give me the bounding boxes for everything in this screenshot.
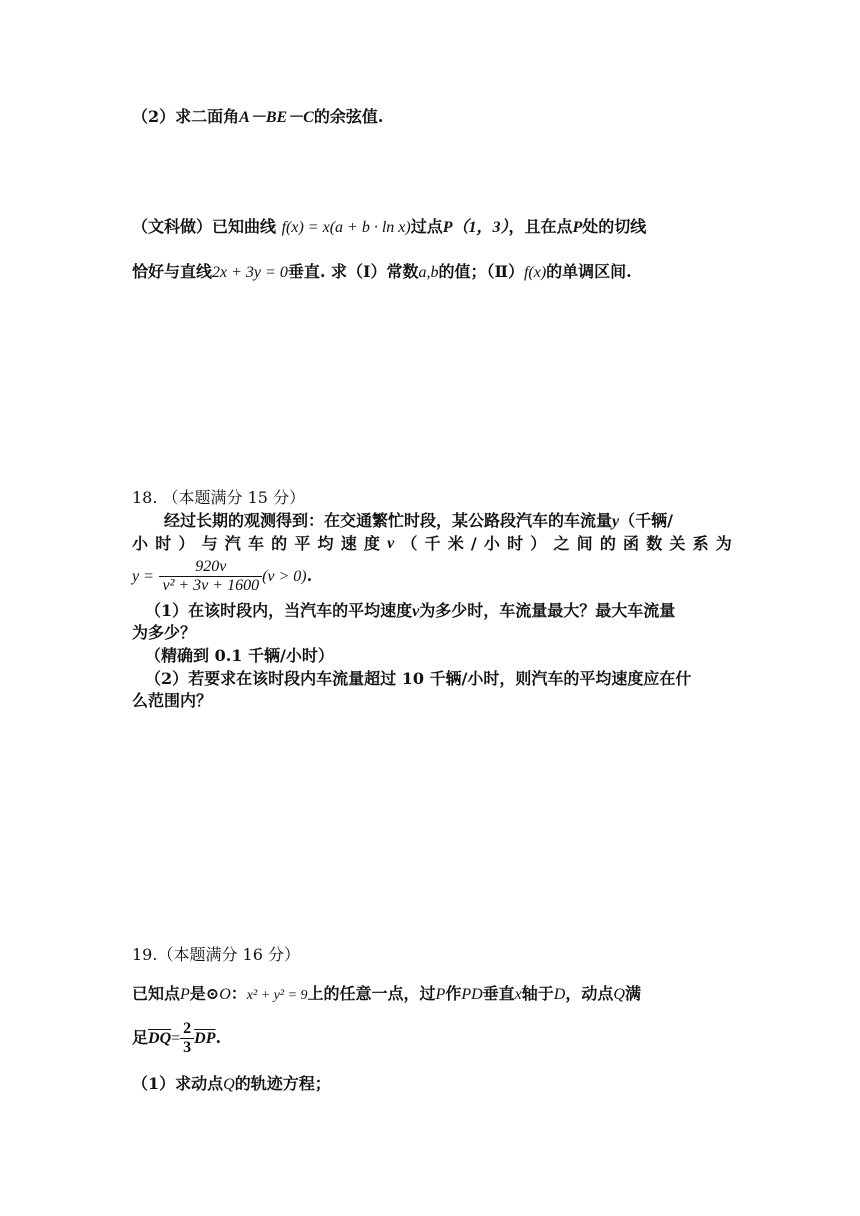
q18-line2-char: 函 xyxy=(623,534,640,553)
q19-text: 已知点 xyxy=(132,984,181,1003)
fraction-numerator: 2 xyxy=(180,1020,194,1039)
q18-line2-char: 时 xyxy=(155,534,172,553)
q19-part1 xyxy=(132,1073,331,1096)
q18-line2-char: ） xyxy=(178,534,195,553)
q18-line2-char: 之 xyxy=(553,534,570,553)
q18-line2-char: （ xyxy=(401,534,418,553)
q19-text: ，动点 xyxy=(565,984,614,1003)
q18-line2-char: 汽 xyxy=(224,534,241,553)
dihedral-angle-expr: A－BE－C xyxy=(239,109,314,126)
q18-formula xyxy=(132,556,312,596)
q18-line2-char: 速 xyxy=(340,534,357,553)
q19-part1-b: 的轨迹方程； xyxy=(234,1074,331,1093)
q19-line2 xyxy=(132,1018,221,1058)
wenke-end: 处的切线 xyxy=(582,217,647,236)
wenke-l2-prefix: 恰好与直线 xyxy=(132,262,213,281)
q18-line2-char: 米 xyxy=(447,534,464,553)
formula-end: . xyxy=(306,566,313,585)
q18-line2-char: 间 xyxy=(576,534,593,553)
q17-wenke-line2 xyxy=(132,261,632,284)
q19-text: 轴于 xyxy=(521,984,554,1003)
q17-wenke-line1 xyxy=(132,216,646,239)
formula-numerator: 920v xyxy=(159,558,262,577)
q17-part2-label: （2）求二面角 xyxy=(132,107,240,126)
var-y: y xyxy=(612,513,620,530)
q18-line2-char: v xyxy=(387,535,395,552)
q17-part2-tail: 的余弦值. xyxy=(313,107,384,126)
q18-part2-line2: 么范围内？ xyxy=(132,691,213,710)
q18-line2-char: 时 xyxy=(507,534,524,553)
fraction-two-thirds xyxy=(180,1020,194,1057)
var-v: v xyxy=(412,603,420,620)
circle-o: O xyxy=(219,986,231,1003)
q19-text: 是⊙ xyxy=(189,984,220,1003)
q18-part1-a: （1）在该时段内，当汽车的平均速度 xyxy=(145,601,413,620)
wenke-l2-mid: 垂直. 求（Ⅰ）常数 xyxy=(287,262,419,281)
wenke-mid: 过点 xyxy=(410,217,443,236)
point-d: D xyxy=(553,986,566,1003)
q19-line1 xyxy=(132,983,641,1007)
formula-condition: (v > 0) xyxy=(262,568,307,585)
q17-part2 xyxy=(132,106,383,129)
vector-dq: $\overline{DQ}$ xyxy=(148,1030,172,1047)
point-p: P xyxy=(435,986,446,1003)
wenke-prefix: （文科做）已知曲线 xyxy=(132,217,277,236)
point-q: Q xyxy=(223,1076,235,1093)
circle-equation: x² + y² = 9 xyxy=(246,988,308,1003)
q18-intro-a: 经过长期的观测得到：在交通繁忙时段，某公路段汽车的车流量 xyxy=(164,511,613,530)
q18-line2-char: 关 xyxy=(669,534,686,553)
q18-line2-char: 与 xyxy=(201,534,218,553)
line-equation: 2x + 3y = 0 xyxy=(212,264,288,281)
q18-part1-line2: 为多少？ xyxy=(132,623,197,642)
q18-line2-char: / xyxy=(470,534,477,553)
q19-text: 上的任意一点，过 xyxy=(307,984,436,1003)
segment-pd: PD xyxy=(461,986,483,1003)
q18-line2-char: 小 xyxy=(132,534,149,553)
vector-dp: $\overline{DP}$ xyxy=(194,1030,216,1047)
wenke-tail: ，且在点 xyxy=(508,217,573,236)
point-p: P xyxy=(180,986,190,1003)
q18-line2-char: 车 xyxy=(247,534,264,553)
function-fx: f(x) xyxy=(523,264,547,281)
q18-line2-char: 系 xyxy=(692,534,709,553)
q19-text: ： xyxy=(230,984,247,1003)
q19-text: 满 xyxy=(624,984,641,1003)
q18-line2-char: 千 xyxy=(424,534,441,553)
q18-line2-char: 为 xyxy=(715,534,732,553)
q18-intro-line1 xyxy=(164,510,673,533)
q18-precision: （精确到 0.1 千辆/小时） xyxy=(145,646,334,665)
q19-header: 19.（本题满分 16 分） xyxy=(132,945,300,964)
equals-sign: = xyxy=(171,1030,181,1047)
formula-lhs: y = xyxy=(132,568,154,585)
q19-text: 垂直 xyxy=(482,984,515,1003)
formula-fraction xyxy=(159,558,262,595)
q19-text: 足 xyxy=(132,1028,149,1047)
q18-intro-line2 xyxy=(132,533,732,555)
q18-line2-char: 度 xyxy=(363,534,380,553)
fraction-denominator: 3 xyxy=(183,1039,192,1056)
q18-part1-line1 xyxy=(145,600,675,623)
q19-part1-a: （1）求动点 xyxy=(132,1074,224,1093)
q18-line2-char: 平 xyxy=(294,534,311,553)
q18-line2-char: 小 xyxy=(483,534,500,553)
q18-part1-b: 为多少时，车流量最大？最大车流量 xyxy=(419,601,676,620)
wenke-l2-mid2: 的值；（Ⅱ） xyxy=(438,262,524,281)
q19-text: 作 xyxy=(445,984,462,1003)
constants-ab: a,b xyxy=(418,264,439,281)
curve-formula: f(x) = x(a + b · ln x) xyxy=(281,219,411,236)
q18-line2-char: 的 xyxy=(271,534,288,553)
q18-line2-char: 均 xyxy=(317,534,334,553)
q18-line2-char: 的 xyxy=(599,534,616,553)
point-name: P xyxy=(572,219,583,236)
q18-line2-char: ） xyxy=(530,534,547,553)
point-p: P（1，3） xyxy=(442,219,509,236)
wenke-l2-tail: 的单调区间. xyxy=(546,262,632,281)
q19-text: . xyxy=(215,1028,222,1047)
q18-line2-char: 数 xyxy=(646,534,663,553)
var-x: x xyxy=(514,986,522,1003)
formula-denominator: v² + 3v + 1600 xyxy=(162,577,260,594)
q18-header: 18. （本题满分 15 分） xyxy=(132,488,306,507)
point-q: Q xyxy=(613,986,625,1003)
q18-intro-b: （千辆/ xyxy=(619,511,673,530)
q18-part2-line1: （2）若要求在该时段内车流量超过 10 千辆/小时，则汽车的平均速度应在什 xyxy=(145,669,692,688)
